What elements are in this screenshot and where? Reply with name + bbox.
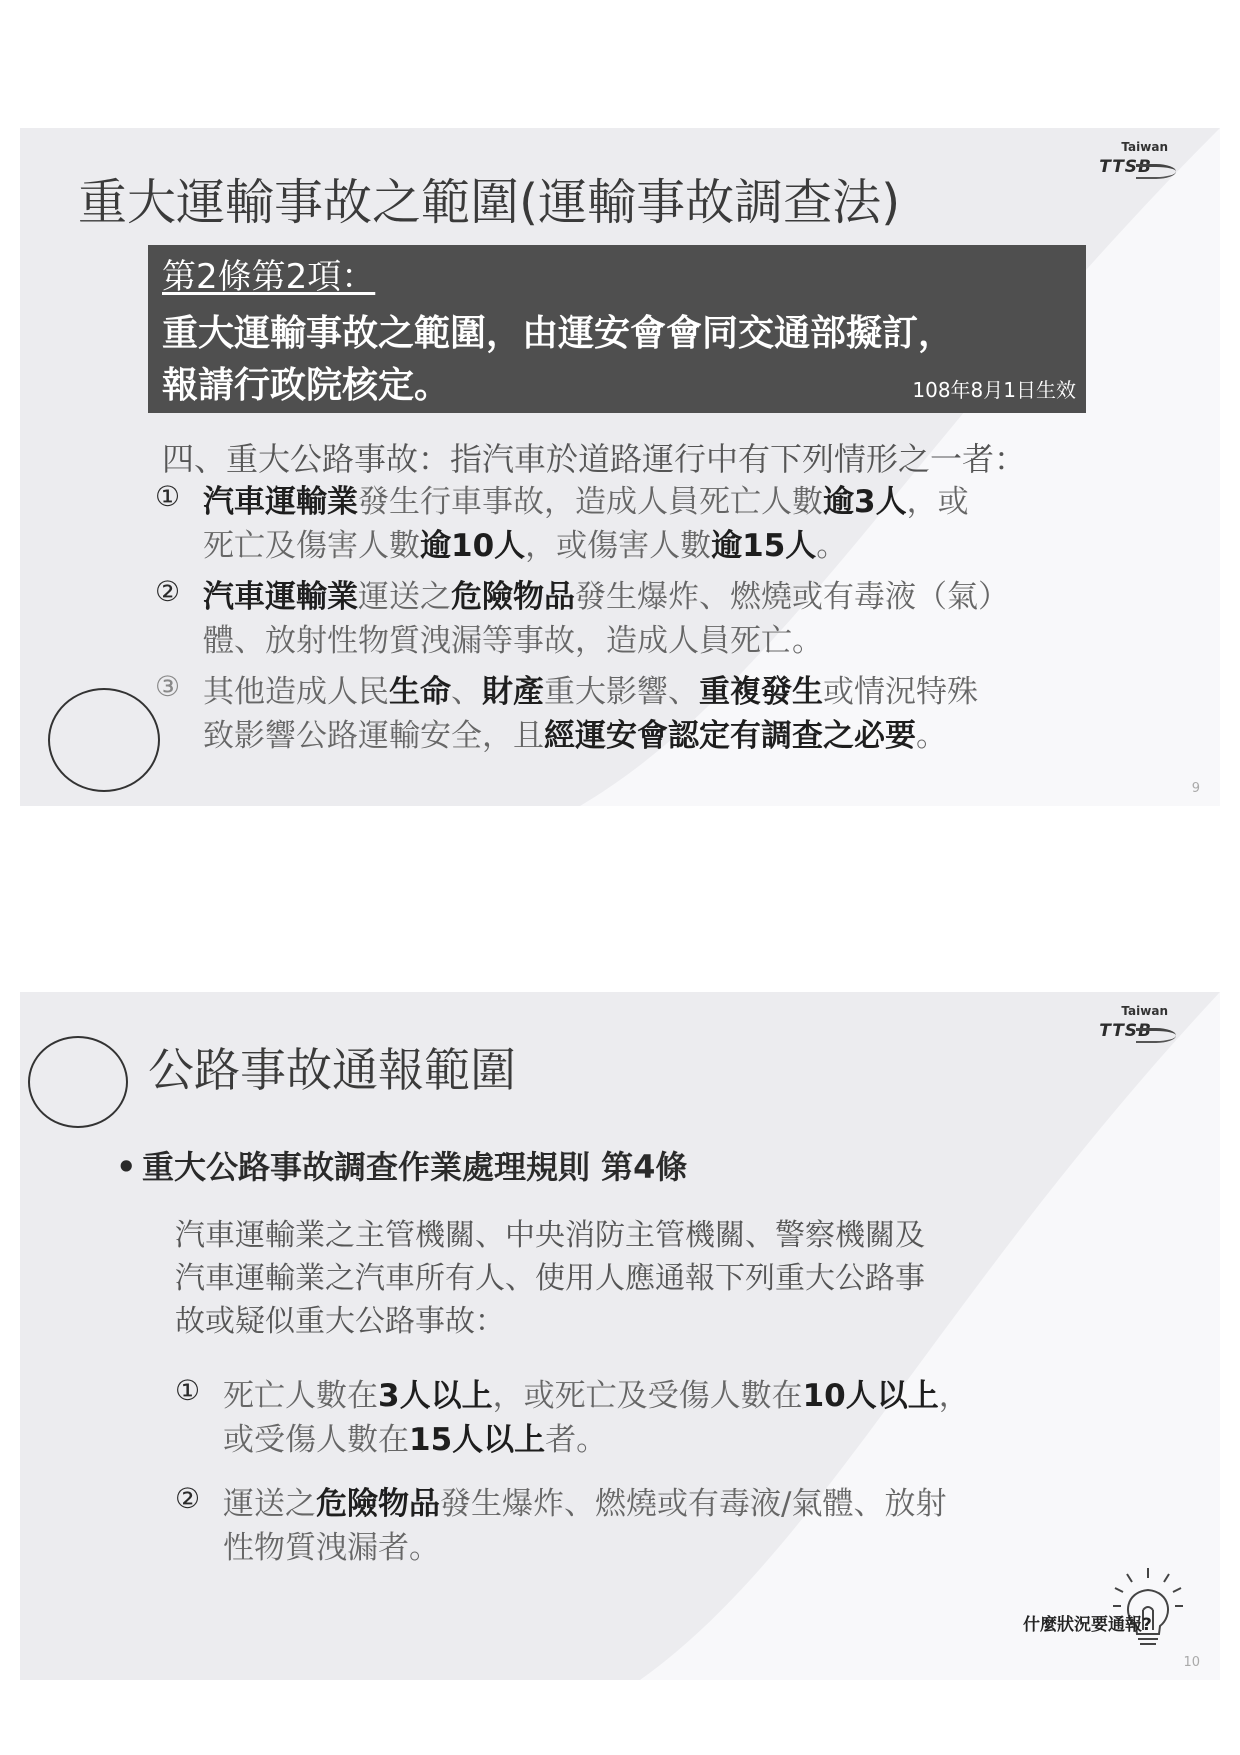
article-box	[148, 245, 1086, 413]
paragraph-line: 汽車運輸業之主管機關、中央消防主管機關、警察機關及	[175, 1218, 925, 1253]
slide-title: 重大運輸事故之範圍(運輸事故調查法)	[78, 174, 901, 231]
item-line-2: 致影響公路運輸安全，且經運安會認定有調查之必要。	[203, 718, 947, 754]
item-number: ①	[155, 480, 181, 513]
logo-taiwan-text: Taiwan	[1121, 140, 1168, 154]
item-line-2: 性物質洩漏者。	[223, 1530, 440, 1566]
slide-9	[20, 128, 1220, 806]
effective-date: 108年8月1日生效	[912, 378, 1076, 402]
hand-drawn-circle-mark	[28, 1036, 128, 1128]
page-number: 10	[1183, 1655, 1200, 1670]
ttsb-logo	[1064, 140, 1182, 190]
bulb-caption: 什麼狀況要通報?	[1023, 1615, 1152, 1635]
hand-drawn-circle-mark	[48, 688, 160, 792]
list-item	[175, 1482, 946, 1570]
logo-train-lines-icon	[1136, 164, 1176, 179]
paragraph-line: 故或疑似重大公路事故：	[175, 1304, 505, 1339]
list-item	[155, 480, 969, 568]
item-number: ①	[175, 1374, 201, 1407]
logo-taiwan-text: Taiwan	[1121, 1004, 1168, 1018]
item-line-1: 運送之危險物品發生爆炸、燃燒或有毒液/氣體、放射	[223, 1486, 947, 1522]
bullet-icon: •	[116, 1148, 137, 1186]
logo-ttsb-text: TTSB	[1099, 1021, 1152, 1041]
slide-title: 公路事故通報範圍	[148, 1043, 516, 1097]
item-line-1: 其他造成人民生命、財產重大影響、重複發生或情況特殊	[203, 674, 978, 710]
page-number: 9	[1191, 781, 1200, 796]
list-item	[175, 1374, 970, 1462]
item-line-1: 汽車運輸業運送之危險物品發生爆炸、燃燒或有毒液（氣）	[203, 579, 1009, 615]
item-number: ③	[155, 670, 181, 703]
item-line-2: 或受傷人數在15人以上者。	[223, 1422, 608, 1458]
bullet-heading: • 重大公路事故調查作業處理規則 第4條	[116, 1148, 688, 1186]
list-item	[155, 670, 978, 758]
logo-train-lines-icon	[1136, 1028, 1176, 1043]
item-number: ②	[155, 575, 181, 608]
lightbulb-icon	[1113, 1564, 1183, 1654]
item-line-1: 死亡人數在3人以上，或死亡及受傷人數在10人以上，	[223, 1378, 970, 1414]
article-text-line-1: 重大運輸事故之範圍，由運安會會同交通部擬訂，	[162, 313, 955, 354]
item-number: ②	[175, 1482, 201, 1515]
ttsb-logo	[1064, 1004, 1182, 1054]
article-text-line-2: 報請行政院核定。	[162, 365, 451, 406]
section-heading: 四、重大公路事故：指汽車於道路運行中有下列情形之一者：	[162, 440, 1027, 478]
item-line-2: 死亡及傷害人數逾10人，或傷害人數逾15人。	[203, 528, 848, 564]
paragraph-line: 汽車運輸業之汽車所有人、使用人應通報下列重大公路事	[175, 1261, 925, 1296]
slide-10	[20, 992, 1220, 1680]
intro-paragraph	[175, 1214, 925, 1343]
item-line-1: 汽車運輸業發生行車事故，造成人員死亡人數逾3人，或	[203, 484, 969, 520]
item-line-2: 體、放射性物質洩漏等事故，造成人員死亡。	[203, 623, 823, 659]
list-item	[155, 575, 1009, 663]
article-label: 第2條第2項：	[162, 257, 376, 297]
logo-ttsb-text: TTSB	[1099, 157, 1152, 177]
